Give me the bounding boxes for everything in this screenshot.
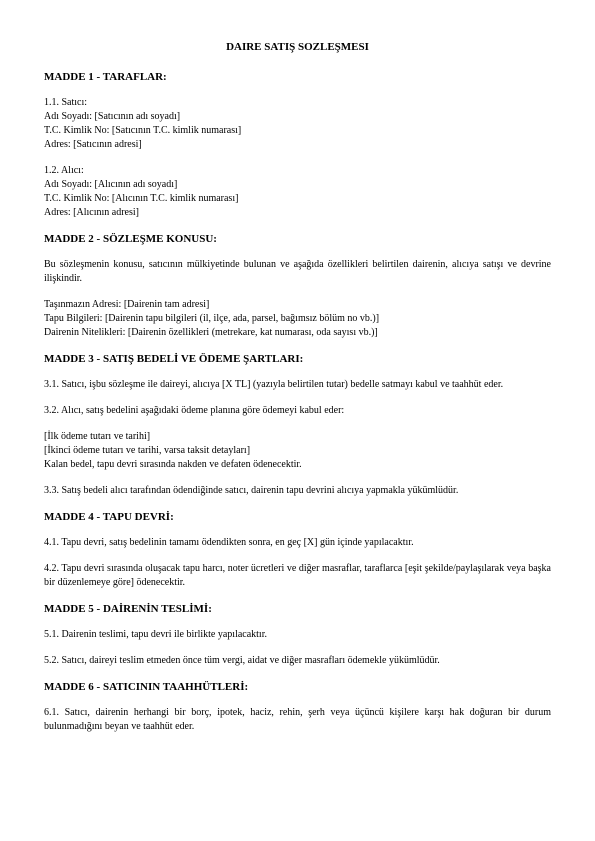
paragraph: 3.1. Satıcı, işbu sözleşme ile daireyi, alıcıya [X TL] (yazıyla belirtilen tutar) bedelle satmayı kabul ve taahhüt eder. xyxy=(44,379,504,390)
text-line: Tapu Bilgileri: [Dairenin tapu bilgileri (il, ilçe, ada, parsel, bağımsız bölüm no vb.)] xyxy=(44,313,380,324)
paragraph: 5.2. Satıcı, daireyi teslim etmeden önce tüm vergi, aidat ve diğer masrafları ödemekle yükümlüdür. xyxy=(44,655,440,666)
text-line: 1.1. Satıcı: xyxy=(44,97,88,108)
text-line: Dairenin Nitelikleri: [Dairenin özellikleri (metrekare, kat numarası, oda sayısı vb.)] xyxy=(44,327,378,338)
text-line: Adı Soyadı: [Satıcının adı soyadı] xyxy=(44,111,181,122)
paragraph: 3.2. Alıcı, satış bedelini aşağıdaki ödeme planına göre ödemeyi kabul eder: xyxy=(44,405,345,416)
text-line: [İlk ödeme tutarı ve tarihi] xyxy=(44,431,151,442)
section-heading: MADDE 6 - SATICININ TAAHHÜTLERİ: xyxy=(44,681,249,693)
line-block xyxy=(44,430,551,472)
text-line: Kalan bedel, tapu devri sırasında nakden ve defaten ödenecektir. xyxy=(44,459,302,470)
paragraph: 6.1. Satıcı, dairenin herhangi bir borç, ipotek, haciz, rehin, şerh veya üçüncü kişilere karşı hak doğuran bir durum bulunmadığını beyan ve taahhüt eder. xyxy=(44,707,551,732)
document-title: DAIRE SATIŞ SOZLEŞMESI xyxy=(226,41,369,53)
section-heading: MADDE 1 - TARAFLAR: xyxy=(44,71,167,83)
section-heading: MADDE 4 - TAPU DEVRİ: xyxy=(44,511,174,523)
paragraph: Bu sözleşmenin konusu, satıcının mülkiyetinde bulunan ve aşağıda özellikleri belirtilen dairenin, alıcıya satışı ve devrine ilişkindir. xyxy=(44,259,551,284)
text-line: Adres: [Satıcının adresi] xyxy=(44,139,142,150)
text-line: Taşınmazın Adresi: [Dairenin tam adresi] xyxy=(44,299,210,310)
text-line: [İkinci ödeme tutarı ve tarihi, varsa taksit detayları] xyxy=(44,445,251,456)
line-block xyxy=(44,164,551,220)
text-line: Adı Soyadı: [Alıcının adı soyadı] xyxy=(44,179,178,190)
paragraph: 4.1. Tapu devri, satış bedelinin tamamı ödendikten sonra, en geç [X] gün içinde yapılacaktır. xyxy=(44,537,414,548)
text-line: T.C. Kimlik No: [Satıcının T.C. kimlik numarası] xyxy=(44,125,242,136)
section-heading: MADDE 5 - DAİRENİN TESLİMİ: xyxy=(44,603,212,615)
text-line: T.C. Kimlik No: [Alıcının T.C. kimlik numarası] xyxy=(44,193,239,204)
section-heading: MADDE 2 - SÖZLEŞME KONUSU: xyxy=(44,233,217,245)
document-body xyxy=(44,70,551,734)
text-line: Adres: [Alıcının adresi] xyxy=(44,207,139,218)
paragraph: 5.1. Dairenin teslimi, tapu devri ile birlikte yapılacaktır. xyxy=(44,629,267,640)
section-heading: MADDE 3 - SATIŞ BEDELİ VE ÖDEME ŞARTLARI: xyxy=(44,353,304,365)
line-block xyxy=(44,96,551,152)
paragraph: 4.2. Tapu devri sırasında oluşacak tapu harcı, noter ücretleri ve diğer masraflar, taraflarca [eşit şekilde/paylaşılarak veya başka bir düzenlemeye göre] ödenecektir. xyxy=(44,563,551,588)
line-block xyxy=(44,298,551,340)
text-line: 1.2. Alıcı: xyxy=(44,165,84,176)
paragraph: 3.3. Satış bedeli alıcı tarafından ödendiğinde satıcı, dairenin tapu devrini alıcıya yapmakla yükümlüdür. xyxy=(44,485,459,496)
